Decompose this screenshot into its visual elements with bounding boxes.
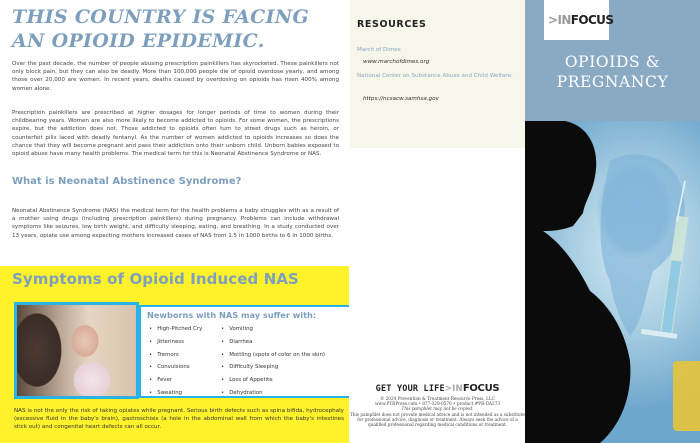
birth-defects-paragraph: NAS is not the only the risk of taking opiates while pregnant. Serious birth defects such as spina bifida, hydrocephaly (excessive fluid in the baby's brain), gastroschisis (a hole in the abdominal wall from which the baby's intestines stick out) and congenital heart defects can all occur.	[14, 408, 344, 431]
symptoms-column-2	[221, 323, 325, 400]
tagline-focus: FOCUS	[462, 383, 500, 394]
epidemic-heading: THIS COUNTRY IS FACING AN OPIOID EPIDEMIC.	[12, 6, 309, 52]
intro-paragraph: Over the past decade, the number of people abusing prescription painkillers has skyrocketed. These painkillers not only block pain, but they can also be deadly. More than 100,000 people die of opioid overdose yearly, and among those over 20,000 are women. In recent years, deaths caused by overdosing on opioids has risen 400% among women alone.	[12, 61, 339, 92]
no-copy-line: This pamphlet may not be copied.	[401, 406, 474, 412]
symptom-item: • Difficulty Sleeping	[221, 361, 325, 374]
logo-arrow: >	[548, 13, 558, 27]
back-panel-middle	[350, 0, 525, 443]
cover-title-line-1: OPIOIDS &	[564, 53, 661, 71]
symptom-item: • Convulsions	[149, 361, 202, 374]
tagline-in: IN	[452, 384, 463, 394]
symptoms-column-1	[149, 323, 202, 400]
symptoms-list-box	[139, 305, 349, 398]
symptom-item: • Sweating	[149, 387, 202, 400]
cover-title-line-2: PREGNANCY	[556, 73, 669, 91]
tagline-arrow: >	[444, 384, 453, 394]
symptoms-list-title: Newborns with NAS may suffer with:	[147, 310, 317, 320]
resource-link-ncsacw[interactable]: https://ncsacw.samhsa.gov	[363, 96, 439, 102]
fine-print	[350, 396, 525, 427]
infocus-logo-box	[544, 0, 614, 40]
crying-newborn-photo	[14, 302, 139, 399]
symptom-item: • Tremors	[149, 349, 202, 362]
pill-bottle-icon	[673, 361, 700, 431]
disclaimer-line: This pamphlet does not provide medical advice and is not intended as a substitute for professional advice, diagnosis or treatment. Always seek the advice of a qualified professional regarding medical conditions or treatment.	[350, 411, 525, 428]
copyright-line: © 2024 Prevention & Treatment Resource Press, LLC	[380, 396, 495, 401]
pregnant-woman-silhouette-illustration	[525, 121, 700, 443]
logo-focus: FOCUS	[570, 13, 614, 27]
symptom-item: • Loss of Appetite	[221, 374, 325, 387]
logo-in: IN	[557, 13, 571, 27]
nas-definition-paragraph: Neonatal Abstinence Syndrome (NAS) the medical term for the health problems a baby struggles with as a result of a mother using drugs (including prescription painkillers) during pregnancy. Problems can include withdrawal symptoms like seizures, low birth weight, and difficulty sleeping, eating, and breathing. In a study conducted over 13 years, opiate use among expecting mothers increased cases of NAS from 1.5 in 1000 births to 6 in 1000 births.	[12, 208, 339, 239]
resource-org-march-of-dimes: March of Dimes	[357, 47, 401, 53]
symptom-item: • Jitteriness	[149, 336, 202, 349]
resource-link-march-of-dimes[interactable]: www.marchofdimes.org	[363, 59, 430, 65]
symptom-item: • High-Pitched Cry	[149, 323, 202, 336]
symptom-item: • Fever	[149, 374, 202, 387]
cover-title	[525, 52, 700, 92]
symptom-item: • Vomiting	[221, 323, 325, 336]
painkillers-paragraph: Prescription painkillers are prescribed at higher dosages for longer periods of time to women during their childbearing years. Women are also more likely to become addicted to opioids. For some women, the prescriptions expire, but the addiction does not. Those addicted to opioids often turn to street drugs such as heroin, or counterfeit pills laced with deadly fentanyl. As the number of women addicted to opioids increases so does the chance that they will become pregnant and pass their addiction onto their unborn child. Unborn babies exposed to opioid abuse have many health problems. The medical term for this is Neonatal Abstinence Syndrome or NAS.	[12, 110, 339, 158]
resources-heading: RESOURCES	[357, 19, 427, 30]
symptoms-heading: Symptoms of Opioid Induced NAS	[12, 270, 299, 288]
symptom-item: • Mottling (spots of color on the skin)	[221, 349, 325, 362]
resource-org-ncsacw: National Center on Substance Abuse and Child Welfare:	[357, 73, 513, 79]
get-your-life-in-focus-tagline	[350, 383, 525, 394]
symptom-item: • Diarrhea	[221, 336, 325, 349]
symptom-item: • Dehydration	[221, 387, 325, 400]
nas-question-heading: What is Neonatal Abstinence Syndrome?	[12, 176, 242, 187]
infocus-logo	[548, 13, 613, 27]
contact-line: www.PTRPress.com • 877-329-0570 • product #PB-DA273	[374, 401, 501, 407]
cover-panel-right	[525, 0, 700, 443]
tagline-prefix: GET YOUR LIFE	[375, 384, 445, 394]
